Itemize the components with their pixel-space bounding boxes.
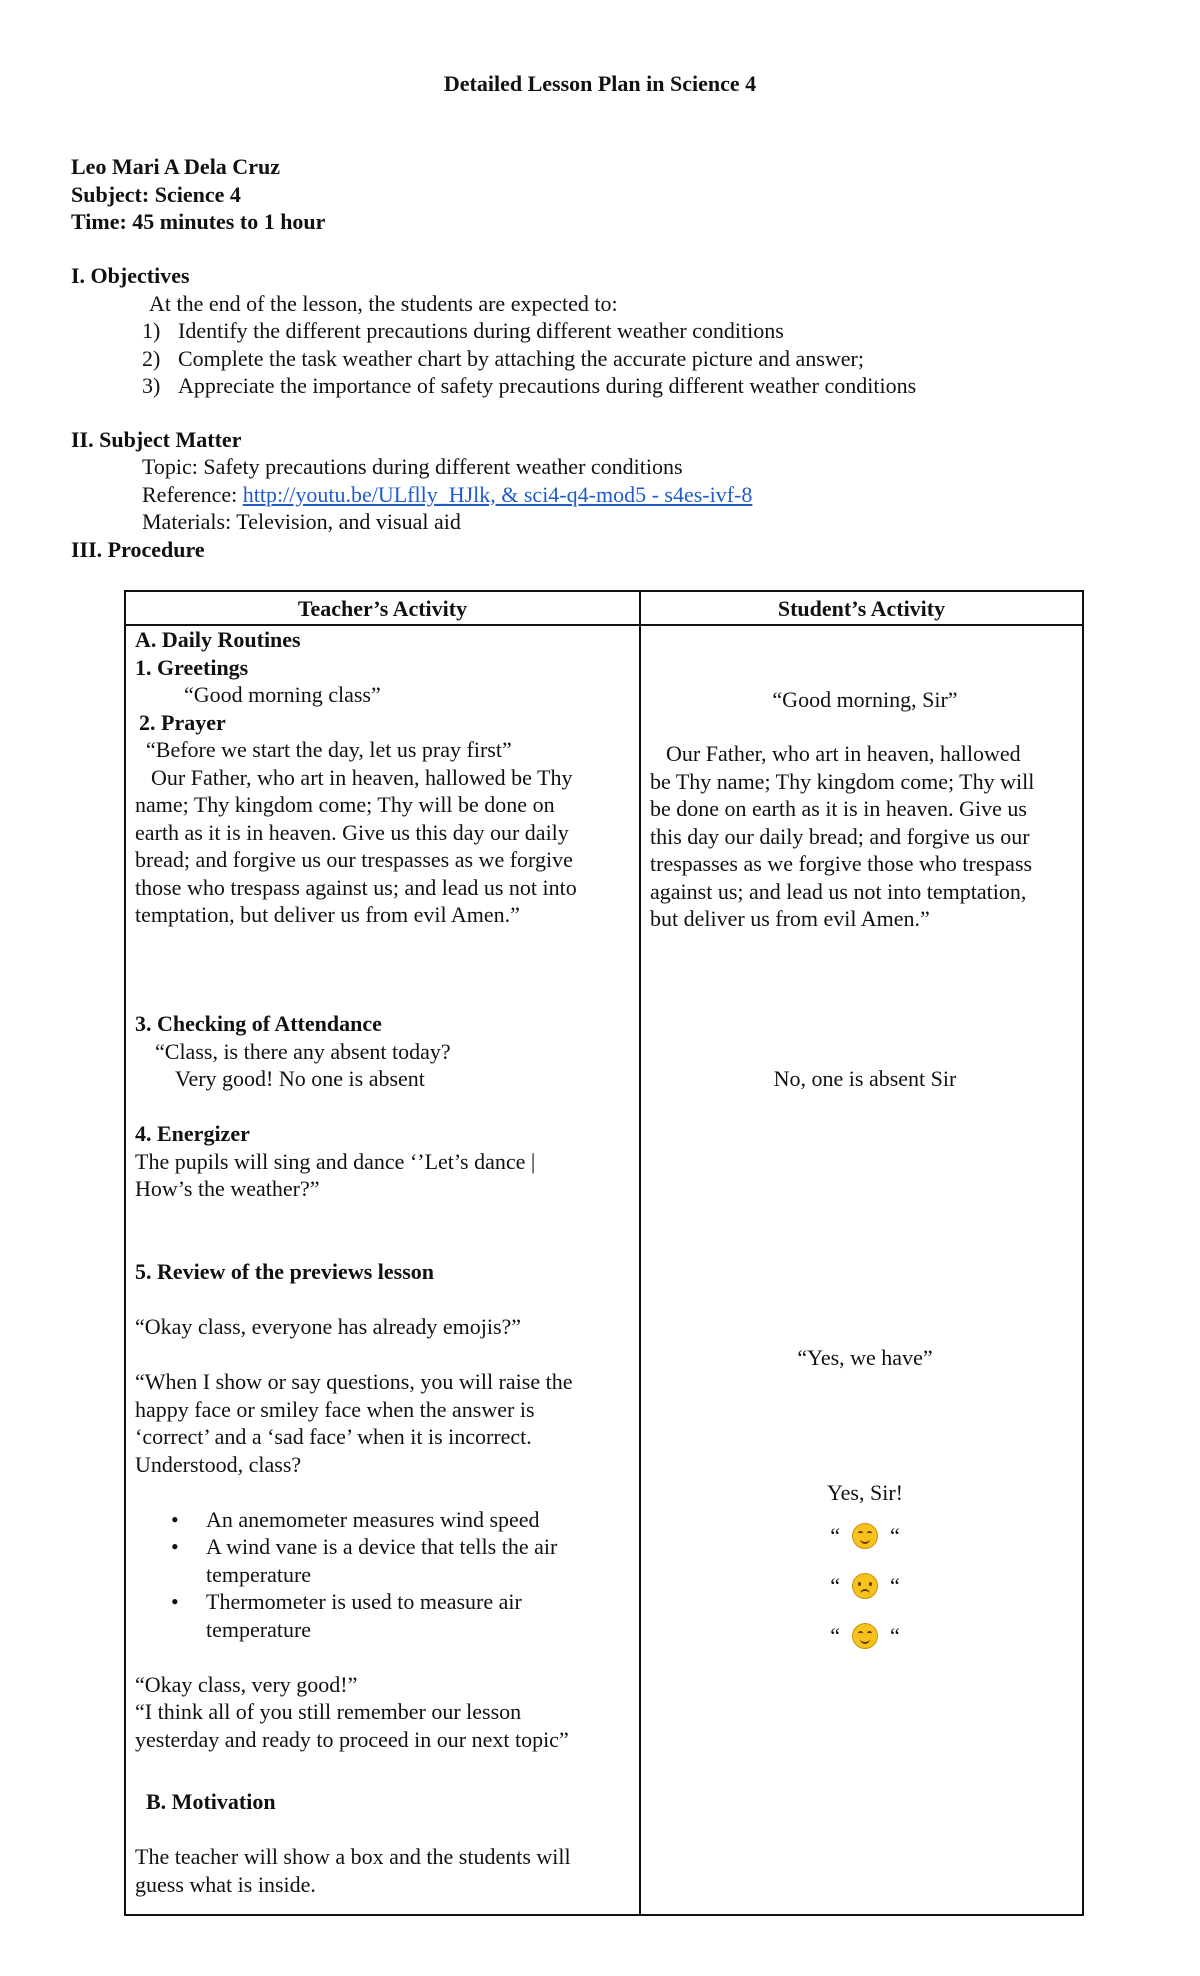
motivation-line: The teacher will show a box and the students will [135, 1844, 571, 1869]
reference-link[interactable]: http://youtu.be/ULflly_HJlk, & sci4-q4-mod5 - s4es-ivf-8 [242, 481, 753, 507]
procedure-table [124, 590, 1084, 1916]
prayer-line: Our Father, who art in heaven, hallowed be Thy [151, 764, 573, 790]
student-attendance-reply: No, one is absent Sir [773, 1066, 957, 1091]
review-instruction: ‘correct’ and a ‘sad face’ when it is incorrect. [135, 1424, 532, 1449]
objective-item: 3) Appreciate the importance of safety precautions during different weather conditions [142, 373, 917, 398]
review-questions-list [135, 1506, 630, 1644]
objectives-heading: I. Objectives [71, 263, 190, 288]
student-prayer-line: trespasses as we forgive those who trespass [650, 851, 1033, 876]
student-prayer-line: but deliver us from evil Amen.” [650, 906, 930, 931]
teacher-review [135, 1258, 630, 1753]
prayer-line: name; Thy kingdom come; Thy will be done on [135, 792, 555, 817]
prayer-line: earth as it is in heaven. Give us this day our daily [135, 819, 569, 845]
review-close: “Okay class, very good!” [135, 1671, 358, 1697]
time-line: Time: 45 minutes to 1 hour [71, 209, 326, 234]
review-instruction: happy face or smiley face when the answer is [135, 1396, 535, 1422]
list-item: • An anemometer measures wind speed [171, 1506, 540, 1532]
student-prayer-line: be done on earth as it is in heaven. Give us [650, 796, 1027, 821]
emoji-answer-row: “ “ [830, 1573, 900, 1598]
review-instruction: Understood, class? [135, 1451, 302, 1477]
teacher-attendance [135, 1010, 630, 1093]
column-divider [639, 592, 641, 1914]
student-prayer-line: this day our daily bread; and forgive us our [650, 823, 1030, 849]
review-close-line: yesterday and ready to proceed in our next topic” [135, 1726, 569, 1752]
emoji-answer-row: “ “ [830, 1623, 900, 1648]
attendance-question: “Class, is there any absent today? [155, 1038, 451, 1064]
student-prayer-line: against us; and lead us not into temptation, [650, 878, 1027, 904]
prayer-line: bread; and forgive us our trespasses as we forgive [135, 847, 573, 872]
student-emoji-answers [650, 1521, 1080, 1671]
list-item: • Thermometer is used to measure air temperature [171, 1589, 522, 1642]
review-question: “Okay class, everyone has already emojis?” [135, 1314, 522, 1339]
student-understood-reply: Yes, Sir! [826, 1480, 903, 1505]
teacher-activity-header: Teacher’s Activity [297, 596, 468, 621]
review-close-line: “I think all of you still remember our lesson [135, 1699, 522, 1724]
happy-face-icon [852, 1623, 878, 1649]
teacher-motivation [135, 1788, 630, 1898]
topic-line: Topic: Safety precautions during different weather conditions [142, 454, 683, 479]
sad-face-icon [852, 1573, 878, 1599]
emoji-answer-row: “ “ [830, 1523, 900, 1548]
attendance-answer: Very good! No one is absent [175, 1066, 425, 1091]
student-activity-header: Student’s Activity [777, 596, 946, 621]
student-prayer-line: be Thy name; Thy kingdom come; Thy will [650, 768, 1035, 794]
document-title: Detailed Lesson Plan in Science 4 [443, 71, 757, 96]
energizer-heading: 4. Energizer [135, 1121, 250, 1146]
header-block [71, 153, 325, 236]
prayer-line: those who trespass against us; and lead us not into [135, 874, 577, 900]
prayer-intro: “Before we start the day, let us pray first” [146, 737, 512, 762]
prayer-line: temptation, but deliver us from evil Amen.” [135, 902, 520, 927]
energizer-line: How’s the weather?” [135, 1176, 320, 1201]
materials-line: Materials: Television, and visual aid [142, 509, 461, 534]
teacher-energizer [135, 1120, 630, 1203]
motivation-line: guess what is inside. [135, 1871, 316, 1897]
happy-face-icon [852, 1523, 878, 1549]
student-prayer [650, 740, 1080, 933]
list-item: • A wind vane is a device that tells the air temperature [171, 1534, 558, 1587]
prayer-heading: 2. Prayer [139, 709, 226, 735]
objectives-list [142, 317, 916, 400]
reference-line: Reference: http://youtu.be/ULflly_HJlk, & sci4-q4-mod5 - s4es-ivf-8 [142, 481, 753, 507]
subject-matter-heading: II. Subject Matter [71, 427, 242, 452]
student-emoji-reply: “Yes, we have” [797, 1345, 933, 1370]
subject-line: Subject: Science 4 [71, 181, 241, 207]
attendance-heading: 3. Checking of Attendance [135, 1011, 382, 1036]
teacher-daily-routines [135, 626, 630, 929]
procedure-heading: III. Procedure [71, 537, 205, 562]
motivation-heading: B. Motivation [146, 1789, 276, 1814]
objective-item: 1) Identify the different precautions during different weather conditions [142, 318, 784, 343]
review-instruction: “When I show or say questions, you will raise the [135, 1369, 573, 1394]
subject-matter-block [142, 453, 752, 536]
review-heading: 5. Review of the previews lesson [135, 1259, 434, 1284]
daily-routines-heading: A. Daily Routines [135, 627, 301, 652]
teacher-name: Leo Mari A Dela Cruz [71, 154, 280, 179]
greeting-line: “Good morning class” [184, 682, 381, 707]
student-greeting: “Good morning, Sir” [772, 687, 958, 712]
energizer-line: The pupils will sing and dance ‘’Let’s dance | [135, 1148, 536, 1174]
greetings-heading: 1. Greetings [135, 654, 249, 680]
objective-item: 2) Complete the task weather chart by attaching the accurate picture and answer; [142, 345, 864, 371]
student-prayer-line: Our Father, who art in heaven, hallowed [666, 741, 1021, 766]
objectives-intro: At the end of the lesson, the students are expected to: [149, 291, 618, 316]
